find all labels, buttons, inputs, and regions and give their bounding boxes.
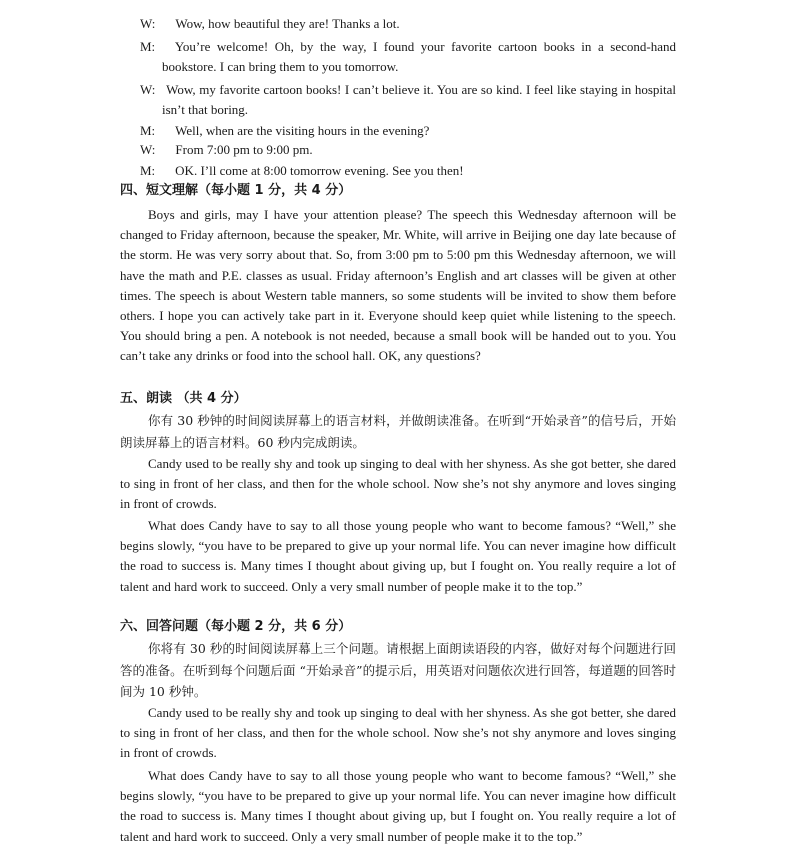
- dialogue-line: [140, 140, 676, 160]
- dialogue-line: [140, 121, 676, 141]
- speaker-label: M:: [140, 123, 156, 138]
- dialogue-line: [140, 37, 676, 77]
- speaker-label: M:: [140, 163, 156, 178]
- instruction-paragraph: 你将有 30 秒的时间阅读屏幕上三个问题。请根据上面朗读语段的内容，做好对每个问题进行回答的准备。在听到每个问题后面 “开始录音”的提示后，用英语对问题依次进行回答，每道题的回答时间为 10 秒钟。: [120, 641, 676, 699]
- dialogue-text: Well, when are the visiting hours in the evening?: [175, 123, 430, 138]
- instruction-paragraph: 你有 30 秒钟的时间阅读屏幕上的语言材料，并做朗读准备。在听到“开始录音”的信号后，开始朗读屏幕上的语言材料。60 秒内完成朗读。: [120, 413, 676, 450]
- dialogue-line: [140, 14, 676, 34]
- dialogue-text: Wow, how beautiful they are! Thanks a lot.: [175, 16, 400, 31]
- speaker-label: W:: [140, 142, 156, 157]
- reading-paragraph: Candy used to be really shy and took up singing to deal with her shyness. As she got better, she dared to sing in front of her class, and then for the whole school. Now she’s not shy anymore and loves singing in front of crowds.: [120, 705, 676, 761]
- section-heading: 五、朗读 （共 4 分）: [120, 391, 247, 406]
- section-heading: 四、短文理解（每小题 1 分，共 4 分）: [120, 183, 352, 198]
- section-heading: 六、回答问题（每小题 2 分，共 6 分）: [120, 619, 352, 634]
- dialogue-line: [140, 80, 676, 120]
- reading-paragraph: Candy used to be really shy and took up singing to deal with her shyness. As she got better, she dared to sing in front of her class, and then for the whole school. Now she’s not shy anymore and loves singing in front of crowds.: [120, 456, 676, 512]
- speaker-label: W:: [140, 82, 156, 97]
- dialogue-line: [140, 161, 676, 181]
- reading-paragraph: What does Candy have to say to all those young people who want to become famous? “Well,” she begins slowly, “you have to be prepared to give up your normal life. You can never imagine how difficult the road to success is. Many times I thought about giving up, but I fought on. You really require a lot of talent and hard work to succeed. Only a very small number of people make it to the top.”: [120, 518, 676, 594]
- dialogue-text: You’re welcome! Oh, by the way, I found your favorite cartoon books in a second-hand bookstore. I can bring them to you tomorrow.: [162, 39, 676, 74]
- speaker-label: M:: [140, 39, 156, 54]
- reading-paragraph: What does Candy have to say to all those young people who want to become famous? “Well,” she begins slowly, “you have to be prepared to give up your normal life. You can never imagine how difficult the road to success is. Many times I thought about giving up, but I fought on. You really require a lot of talent and hard work to succeed. Only a very small number of people make it to the top.”: [120, 768, 676, 844]
- speaker-label: W:: [140, 16, 156, 31]
- dialogue-text: OK. I’ll come at 8:00 tomorrow evening. See you then!: [175, 163, 464, 178]
- passage-paragraph: Boys and girls, may I have your attention please? The speech this Wednesday afternoon will be changed to Friday afternoon, because the speaker, Mr. White, will arrive in Beijing one day late because of the storm. He was very sorry about that. So, from 3:00 pm to 5:00 pm this Wednesday afternoon, we will have the math and P.E. classes as usual. Friday afternoon’s English and art classes will be given at other times. The speech is about Western table manners, so some students will be invited to show them before others. I hope you can actively take part in it. Everyone should keep quiet while listening to the speech. You should bring a pen. A notebook is not needed, because a small book will be handed out to you. You can’t take any drinks or food into the school hall. OK, any questions?: [120, 207, 676, 364]
- dialogue-text: From 7:00 pm to 9:00 pm.: [175, 142, 313, 157]
- dialogue-text: Wow, my favorite cartoon books! I can’t believe it. You are so kind. I feel like staying in hospital isn’t that boring.: [162, 82, 677, 117]
